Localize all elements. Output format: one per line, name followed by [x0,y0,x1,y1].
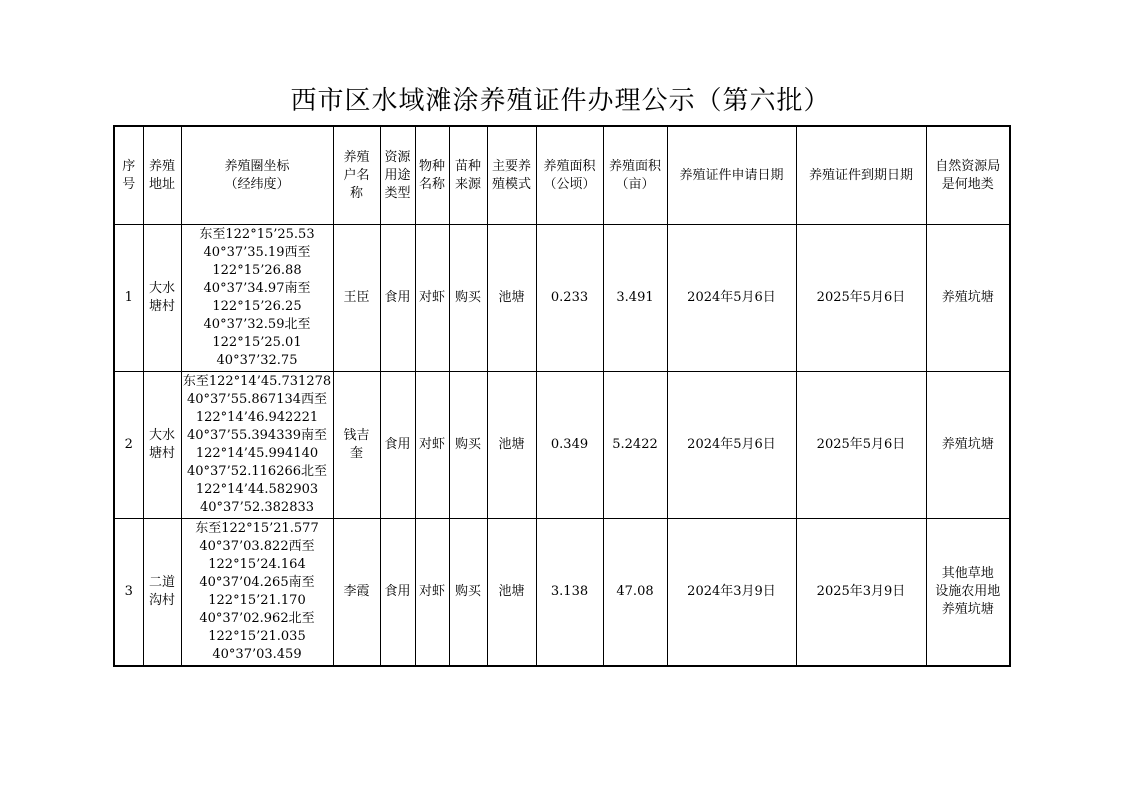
cell-species-name: 对虾 [415,519,449,666]
table-header-row [114,126,1010,225]
cell-farm-address: 大水 塘村 [143,372,181,519]
cell-area-hectare: 3.138 [536,519,603,666]
header-land-type: 自然资源局 是何地类 [926,126,1010,225]
cell-seed-source: 购买 [449,225,487,372]
cell-seed-source: 购买 [449,519,487,666]
cell-apply-date: 2024年5月6日 [667,372,796,519]
cell-apply-date: 2024年3月9日 [667,519,796,666]
cell-area-mu: 5.2422 [603,372,667,519]
header-area-hectare: 养殖面积 （公顷） [536,126,603,225]
cell-land-type: 养殖坑塘 [926,372,1010,519]
header-farming-mode: 主要养 殖模式 [487,126,536,225]
cell-farm-address: 二道 沟村 [143,519,181,666]
cell-farm-address: 大水 塘村 [143,225,181,372]
cell-farming-mode: 池塘 [487,372,536,519]
cell-species-name: 对虾 [415,372,449,519]
cell-farmer-name: 李霞 [333,519,380,666]
cell-expire-date: 2025年5月6日 [796,225,926,372]
cell-resource-use-type: 食用 [380,225,415,372]
header-farm-address: 养殖 地址 [143,126,181,225]
cell-expire-date: 2025年3月9日 [796,519,926,666]
cell-area-hectare: 0.349 [536,372,603,519]
cell-land-type: 养殖坑塘 [926,225,1010,372]
header-area-mu: 养殖面积 （亩） [603,126,667,225]
table-row [114,372,1010,519]
cell-farmer-name: 王臣 [333,225,380,372]
cell-farming-mode: 池塘 [487,519,536,666]
cell-species-name: 对虾 [415,225,449,372]
table-row [114,225,1010,372]
header-apply-date: 养殖证件申请日期 [667,126,796,225]
header-farmer-name: 养殖 户名 称 [333,126,380,225]
cell-area-mu: 47.08 [603,519,667,666]
header-seed-source: 苗种 来源 [449,126,487,225]
cell-serial-number: 1 [114,225,143,372]
cell-resource-use-type: 食用 [380,519,415,666]
table-row [114,519,1010,666]
cell-serial-number: 2 [114,372,143,519]
document-title: 西市区水域滩涂养殖证件办理公示（第六批） [290,86,831,116]
header-resource-use-type: 资源 用途 类型 [380,126,415,225]
cell-land-type: 其他草地 设施农用地 养殖坑塘 [926,519,1010,666]
license-table [113,125,1011,667]
cell-seed-source: 购买 [449,372,487,519]
cell-area-mu: 3.491 [603,225,667,372]
cell-coordinates: 东至122°15’21.577 40°37’03.822西至 122°15’24.164 40°37’04.265南至 122°15’21.170 40°37’02.962北至 122°15’21.035 40°37’03.459 [181,519,333,666]
cell-serial-number: 3 [114,519,143,666]
cell-farming-mode: 池塘 [487,225,536,372]
cell-expire-date: 2025年5月6日 [796,372,926,519]
header-coordinates: 养殖圈坐标 （经纬度） [181,126,333,225]
cell-resource-use-type: 食用 [380,372,415,519]
cell-farmer-name: 钱吉 奎 [333,372,380,519]
header-serial-number: 序号 [114,126,143,225]
cell-area-hectare: 0.233 [536,225,603,372]
header-expire-date: 养殖证件到期日期 [796,126,926,225]
cell-coordinates: 东至122°15’25.53 40°37’35.19西至 122°15’26.88 40°37’34.97南至 122°15’26.25 40°37’32.59北至 122°15’25.01 40°37’32.75 [181,225,333,372]
cell-apply-date: 2024年5月6日 [667,225,796,372]
header-species-name: 物种 名称 [415,126,449,225]
cell-coordinates: 东至122°14’45.731278 40°37’55.867134西至 122°14’46.942221 40°37’55.394339南至 122°14’45.994140 40°37’52.116266北至 122°14’44.582903 40°37’52.382833 [181,372,333,519]
